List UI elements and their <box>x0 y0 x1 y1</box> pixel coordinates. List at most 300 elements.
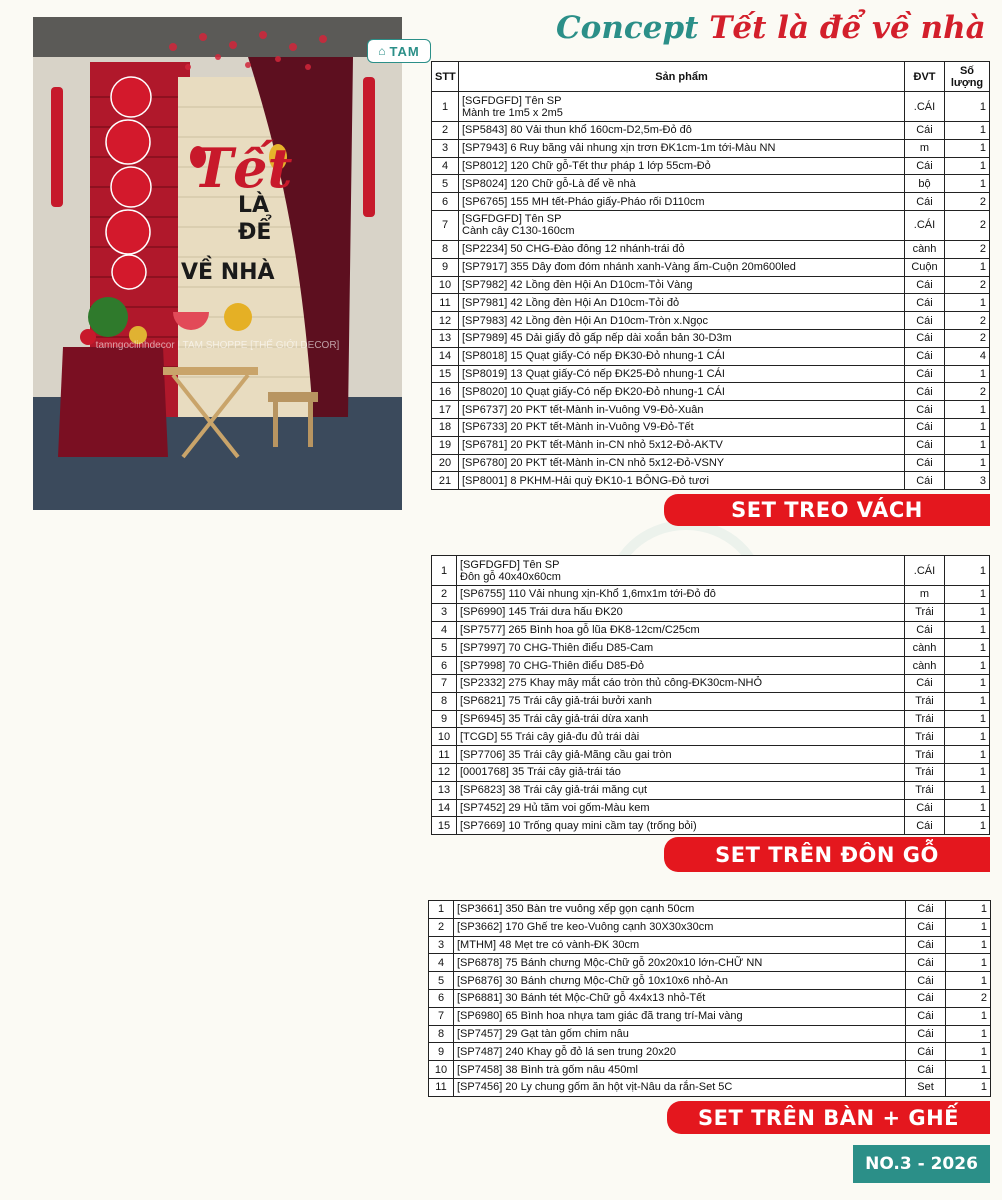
product-name: [SGFDGFD] Tên SP <box>462 94 562 107</box>
table-row <box>432 383 990 401</box>
cell-quantity: 1 <box>946 1043 991 1061</box>
cell-unit: Cái <box>906 1007 946 1025</box>
cell-unit: Cái <box>906 901 946 919</box>
cell-unit: Trái <box>905 710 945 728</box>
cell-stt: 9 <box>432 710 457 728</box>
product-name: [TCGD] 55 Trái cây giả-đu đủ trái dài <box>460 730 640 743</box>
cell-unit: m <box>905 139 945 157</box>
cell-stt: 12 <box>432 763 457 781</box>
cell-product <box>459 139 905 157</box>
cell-quantity: 1 <box>945 692 990 710</box>
cell-stt: 7 <box>429 1007 454 1025</box>
table-row <box>432 454 990 472</box>
cell-quantity: 1 <box>945 92 990 122</box>
product-name: [SP7457] 29 Gạt tàn gốm chim nâu <box>457 1027 629 1040</box>
banner-set-tren-don-go: SET TRÊN ĐÔN GỖ <box>664 837 990 872</box>
table-row <box>429 1025 991 1043</box>
table-row <box>432 621 990 639</box>
cell-stt: 2 <box>429 918 454 936</box>
cell-stt: 4 <box>432 157 459 175</box>
product-name-detail: Cành cây C130-160cm <box>462 225 575 238</box>
cell-product <box>457 657 905 675</box>
product-name: [SP7669] 10 Trống quay mini cầm tay (trống bỏi) <box>460 819 697 832</box>
product-name: [SP5843] 80 Vải thun khổ 160cm-D2,5m-Đỏ đô <box>462 124 692 137</box>
cell-unit: Cái <box>905 294 945 312</box>
cell-product <box>457 763 905 781</box>
table-row <box>429 901 991 919</box>
cell-stt: 19 <box>432 436 459 454</box>
cell-product <box>457 621 905 639</box>
table-row <box>432 418 990 436</box>
cell-unit: .CÁI <box>905 556 945 586</box>
table-row <box>432 586 990 604</box>
product-name: [SP2332] 275 Khay mây mắt cáo tròn thủ công-ĐK30cm-NHỎ <box>460 677 763 690</box>
cell-unit: Cái <box>905 365 945 383</box>
cell-unit: Cái <box>906 918 946 936</box>
cell-product <box>459 92 905 122</box>
cell-product <box>457 556 905 586</box>
product-name: [SP3661] 350 Bàn tre vuông xếp gọn cạnh 50cm <box>457 903 695 916</box>
product-name-detail: Mành tre 1m5 x 2m5 <box>462 106 563 119</box>
cell-quantity: 1 <box>945 436 990 454</box>
product-name: [SP6823] 38 Trái cây giả-trái măng cụt <box>460 784 648 797</box>
product-name: [SP3662] 170 Ghế tre keo-Vuông cạnh 30X30x30cm <box>457 921 714 934</box>
cell-quantity: 1 <box>946 936 991 954</box>
cell-stt: 11 <box>429 1078 454 1096</box>
header-product: Sản phẩm <box>459 62 905 92</box>
cell-stt: 13 <box>432 781 457 799</box>
cell-product <box>457 799 905 817</box>
product-name: [SP8012] 120 Chữ gỗ-Tết thư pháp 1 lớp 55cm-Đỏ <box>462 159 711 172</box>
table-row <box>429 1078 991 1096</box>
cell-unit: Cái <box>906 1025 946 1043</box>
cell-stt: 2 <box>432 586 457 604</box>
product-name: [SP7983] 42 Lồng đèn Hội An D10cm-Tròn x.Ngọc <box>462 314 709 327</box>
cell-quantity: 2 <box>945 210 990 240</box>
cell-stt: 6 <box>432 657 457 675</box>
cell-stt: 11 <box>432 294 459 312</box>
cell-stt: 5 <box>432 639 457 657</box>
cell-stt: 7 <box>432 210 459 240</box>
cell-quantity: 1 <box>945 418 990 436</box>
cell-quantity: 2 <box>945 276 990 294</box>
cell-product <box>459 329 905 347</box>
wall-text-tet: Tết <box>193 136 293 200</box>
product-name: [SP7456] 20 Ly chung gốm ăn hột vịt-Nâu da rắn-Set 5C <box>457 1081 733 1094</box>
cell-unit: Cái <box>905 347 945 365</box>
table-row <box>432 258 990 276</box>
product-name: [SP7458] 38 Bình trà gốm nâu 450ml <box>457 1063 639 1076</box>
cell-unit: Cái <box>906 1061 946 1079</box>
cell-stt: 20 <box>432 454 459 472</box>
product-name: [SP8020] 10 Quạt giấy-Có nếp ĐK20-Đỏ nhung-1 CÁI <box>462 385 725 398</box>
cell-quantity: 1 <box>945 763 990 781</box>
cell-quantity: 1 <box>945 710 990 728</box>
cell-quantity: 1 <box>945 175 990 193</box>
cell-unit: Cái <box>905 122 945 140</box>
cell-stt: 10 <box>432 728 457 746</box>
cell-product <box>459 157 905 175</box>
table-row <box>432 436 990 454</box>
table-row <box>429 989 991 1007</box>
table-row <box>432 210 990 240</box>
table-row <box>432 746 990 764</box>
cell-quantity: 3 <box>945 472 990 490</box>
table-row <box>432 781 990 799</box>
table-row <box>432 639 990 657</box>
product-name: [SP6876] 30 Bánh chưng Mộc-Chữ gỗ 10x10x6 nhỏ-An <box>457 974 728 987</box>
cell-unit: Cái <box>905 329 945 347</box>
table-row <box>432 710 990 728</box>
cell-product <box>457 728 905 746</box>
product-name: [SP6821] 75 Trái cây giả-trái bưởi xanh <box>460 695 652 708</box>
cell-product <box>459 472 905 490</box>
cell-product <box>454 1078 906 1096</box>
table-row <box>432 401 990 419</box>
cell-quantity: 1 <box>946 1061 991 1079</box>
product-table-set-tren-ban-ghe <box>428 900 991 1097</box>
cell-quantity: 4 <box>945 347 990 365</box>
product-name: [SP8019] 13 Quạt giấy-Có nếp ĐK25-Đỏ nhung-1 CÁI <box>462 367 725 380</box>
cell-quantity: 1 <box>945 586 990 604</box>
cell-product <box>459 454 905 472</box>
cell-quantity: 1 <box>946 901 991 919</box>
cell-quantity: 1 <box>945 639 990 657</box>
product-table-set-treo-vach <box>431 61 990 490</box>
table-row <box>432 763 990 781</box>
table-row <box>432 817 990 835</box>
table-row <box>432 603 990 621</box>
cell-quantity: 1 <box>945 603 990 621</box>
table-row <box>429 918 991 936</box>
cell-unit: Cái <box>905 817 945 835</box>
cell-unit: .CÁI <box>905 92 945 122</box>
cell-stt: 8 <box>432 692 457 710</box>
wall-text-ve-nha: VỀ NHÀ <box>181 260 275 285</box>
cell-product <box>454 1061 906 1079</box>
cell-stt: 9 <box>432 258 459 276</box>
cell-quantity: 1 <box>945 454 990 472</box>
cell-unit: Cái <box>906 954 946 972</box>
cell-product <box>457 692 905 710</box>
photo-watermark-text: tamngoclinhdecor | TAM SHOPPE [THẾ GIỚI DECOR] <box>95 340 340 351</box>
product-name: [SP8001] 8 PKHM-Hải quỳ ĐK10-1 BÔNG-Đỏ tươi <box>462 474 709 487</box>
table-row <box>432 657 990 675</box>
table-row <box>432 276 990 294</box>
cell-unit: Trái <box>905 728 945 746</box>
cell-stt: 10 <box>429 1061 454 1079</box>
product-name: [SP7982] 42 Lồng đèn Hội An D10cm-Tỏi Vàng <box>462 278 693 291</box>
cell-stt: 9 <box>429 1043 454 1061</box>
table-row <box>432 122 990 140</box>
cell-quantity: 2 <box>945 240 990 258</box>
product-name: [SP7577] 265 Bình hoa gỗ lũa ĐK8-12cm/C25cm <box>460 623 700 636</box>
table-row <box>432 674 990 692</box>
cell-stt: 5 <box>432 175 459 193</box>
cell-unit: bộ <box>905 175 945 193</box>
page-title <box>556 10 986 46</box>
cell-quantity: 1 <box>946 954 991 972</box>
table-row <box>432 92 990 122</box>
cell-stt: 10 <box>432 276 459 294</box>
cell-product <box>459 175 905 193</box>
product-name: [SP6733] 20 PKT tết-Mành in-Vuông V9-Đỏ-Tết <box>462 421 694 434</box>
cell-quantity: 1 <box>945 556 990 586</box>
cell-unit: Cuộn <box>905 258 945 276</box>
product-name: [SP6881] 30 Bánh tét Mộc-Chữ gỗ 4x4x13 nhỏ-Tết <box>457 992 706 1005</box>
cell-unit: Cái <box>905 472 945 490</box>
product-name: [SP7452] 29 Hủ tăm voi gốm-Màu kem <box>460 801 650 814</box>
cell-quantity: 1 <box>945 657 990 675</box>
cell-stt: 11 <box>432 746 457 764</box>
cell-unit: Trái <box>905 763 945 781</box>
cell-stt: 8 <box>432 240 459 258</box>
table-row <box>432 692 990 710</box>
cell-stt: 2 <box>432 122 459 140</box>
wall-text-la: LÀ <box>238 193 270 218</box>
cell-product <box>454 1007 906 1025</box>
cell-quantity: 1 <box>945 122 990 140</box>
table-row <box>432 312 990 330</box>
cell-stt: 15 <box>432 817 457 835</box>
cell-quantity: 2 <box>946 989 991 1007</box>
cell-quantity: 1 <box>945 728 990 746</box>
product-name: [SP7981] 42 Lồng đèn Hội An D10cm-Tỏi đỏ <box>462 296 680 309</box>
header-dvt: ĐVT <box>905 62 945 92</box>
wall-text-de: ĐỂ <box>238 220 272 245</box>
cell-stt: 7 <box>432 674 457 692</box>
cell-stt: 14 <box>432 347 459 365</box>
cell-unit: Cái <box>906 1043 946 1061</box>
cell-product <box>459 294 905 312</box>
cell-quantity: 1 <box>945 401 990 419</box>
cell-stt: 12 <box>432 312 459 330</box>
cell-unit: Trái <box>905 603 945 621</box>
cell-quantity: 2 <box>945 329 990 347</box>
cell-quantity: 2 <box>945 312 990 330</box>
product-name: [SP6765] 155 MH tết-Pháo giấy-Pháo rối D110cm <box>462 195 705 208</box>
cell-unit: Cái <box>905 193 945 211</box>
cell-product <box>459 365 905 383</box>
cell-product <box>459 193 905 211</box>
cell-quantity: 2 <box>945 383 990 401</box>
cell-product <box>457 586 905 604</box>
cell-unit: Trái <box>905 781 945 799</box>
banner-set-tren-ban-ghe: SET TRÊN BÀN + GHẾ <box>667 1101 990 1134</box>
table-header-row <box>432 62 990 92</box>
cell-product <box>459 401 905 419</box>
cell-unit: Cái <box>906 936 946 954</box>
table-row <box>429 1061 991 1079</box>
cell-quantity: 1 <box>945 139 990 157</box>
table-row <box>432 556 990 586</box>
cell-quantity: 2 <box>945 193 990 211</box>
table-row <box>432 472 990 490</box>
cell-product <box>454 936 906 954</box>
cell-stt: 6 <box>432 193 459 211</box>
cell-product <box>459 210 905 240</box>
title-concept: Concept <box>556 10 710 46</box>
cell-product <box>459 383 905 401</box>
cell-unit: Cái <box>905 454 945 472</box>
product-name: [SP6755] 110 Vải nhung xịn-Khổ 1,6mx1m tới-Đỏ đô <box>460 588 716 601</box>
table-row <box>432 240 990 258</box>
cell-stt: 1 <box>432 92 459 122</box>
product-name: [SP6780] 20 PKT tết-Mành in-CN nhỏ 5x12-Đỏ-VSNY <box>462 456 725 469</box>
product-name: [SP7917] 355 Dây đom đóm nhánh xanh-Vàng ấm-Cuộn 20m600led <box>462 261 796 274</box>
cell-unit: cành <box>905 639 945 657</box>
table-row <box>432 728 990 746</box>
cell-product <box>454 972 906 990</box>
cell-unit: m <box>905 586 945 604</box>
cell-product <box>459 418 905 436</box>
cell-stt: 3 <box>429 936 454 954</box>
tam-logo <box>367 39 431 63</box>
cell-unit: Cái <box>905 401 945 419</box>
cell-unit: Set <box>906 1078 946 1096</box>
cell-stt: 6 <box>429 989 454 1007</box>
table-row <box>432 193 990 211</box>
product-name: [SP7487] 240 Khay gỗ đỏ lá sen trung 20x20 <box>457 1045 676 1058</box>
product-name: [SP6737] 20 PKT tết-Mành in-Vuông V9-Đỏ-Xuân <box>462 403 704 416</box>
product-name: [SGFDGFD] Tên SP <box>460 558 560 571</box>
table-row <box>429 1043 991 1061</box>
table-row <box>429 1007 991 1025</box>
cell-unit: Cái <box>905 383 945 401</box>
table-row <box>432 365 990 383</box>
cell-product <box>459 347 905 365</box>
cell-product <box>459 312 905 330</box>
cell-quantity: 1 <box>945 621 990 639</box>
edition-badge: NO.3 - 2026 <box>853 1145 990 1183</box>
product-name-detail: Đôn gỗ 40x40x60cm <box>460 570 561 583</box>
cell-unit: Cái <box>906 972 946 990</box>
decor-scene-illustration <box>33 17 402 510</box>
table-row <box>432 157 990 175</box>
table-row <box>432 294 990 312</box>
cell-unit: Cái <box>905 436 945 454</box>
cell-stt: 15 <box>432 365 459 383</box>
product-name: [SP6878] 75 Bánh chưng Mộc-Chữ gỗ 20x20x10 lớn-CHỮ NN <box>457 956 763 969</box>
cell-unit: .CÁI <box>905 210 945 240</box>
cell-product <box>459 258 905 276</box>
cell-unit: Cái <box>905 312 945 330</box>
table-row <box>429 972 991 990</box>
cell-unit: cành <box>905 240 945 258</box>
cell-stt: 1 <box>432 556 457 586</box>
product-name: [SP7706] 35 Trái cây giả-Mãng cầu gai tròn <box>460 748 672 761</box>
cell-product <box>457 781 905 799</box>
cell-stt: 13 <box>432 329 459 347</box>
cell-quantity: 1 <box>945 817 990 835</box>
product-name: [MTHM] 48 Mẹt tre có vành-ĐK 30cm <box>457 938 640 951</box>
product-table-set-tren-don-go <box>431 555 990 835</box>
product-name: [SP6945] 35 Trái cây giả-trái dừa xanh <box>460 712 649 725</box>
cell-product <box>457 817 905 835</box>
cell-stt: 3 <box>432 603 457 621</box>
cell-quantity: 1 <box>945 746 990 764</box>
cell-stt: 8 <box>429 1025 454 1043</box>
cell-stt: 14 <box>432 799 457 817</box>
product-name: [SP7943] 6 Ruy băng vải nhung xịn trơn ĐK1cm-1m tới-Màu NN <box>462 142 776 155</box>
cell-product <box>457 639 905 657</box>
cell-quantity: 1 <box>945 294 990 312</box>
table-row <box>432 799 990 817</box>
cell-stt: 5 <box>429 972 454 990</box>
cell-quantity: 1 <box>945 258 990 276</box>
cell-quantity: 1 <box>946 1078 991 1096</box>
title-tet: Tết là để về nhà <box>709 10 986 46</box>
cell-quantity: 1 <box>945 781 990 799</box>
cell-unit: Trái <box>905 746 945 764</box>
cell-product <box>457 746 905 764</box>
cell-stt: 4 <box>432 621 457 639</box>
cell-product <box>459 436 905 454</box>
cell-unit: Cái <box>905 799 945 817</box>
cell-product <box>454 918 906 936</box>
cell-unit: Cái <box>905 276 945 294</box>
product-name: [SP7989] 45 Dải giấy đỏ gấp nếp dài xoắn bản 30-D3m <box>462 332 732 345</box>
cell-quantity: 1 <box>945 799 990 817</box>
cell-product <box>457 603 905 621</box>
table-row <box>432 329 990 347</box>
product-name: [SP8024] 120 Chữ gỗ-Là để về nhà <box>462 177 636 190</box>
cell-unit: Trái <box>905 692 945 710</box>
header-qty: Số lượng <box>945 62 990 92</box>
cell-product <box>457 674 905 692</box>
table-row <box>432 347 990 365</box>
cell-stt: 3 <box>432 139 459 157</box>
cell-quantity: 1 <box>946 1007 991 1025</box>
cell-product <box>454 989 906 1007</box>
cell-product <box>459 122 905 140</box>
product-name: [SP7998] 70 CHG-Thiên điểu D85-Đỏ <box>460 659 645 672</box>
cell-unit: Cái <box>905 157 945 175</box>
cell-product <box>454 954 906 972</box>
cell-product <box>454 1025 906 1043</box>
cell-unit: Cái <box>905 621 945 639</box>
cell-unit: cành <box>905 657 945 675</box>
cell-stt: 21 <box>432 472 459 490</box>
cell-unit: Cái <box>906 989 946 1007</box>
banner-set-treo-vach: SET TREO VÁCH <box>664 494 990 526</box>
cell-stt: 17 <box>432 401 459 419</box>
cell-quantity: 1 <box>945 674 990 692</box>
cell-quantity: 1 <box>946 918 991 936</box>
cell-stt: 16 <box>432 383 459 401</box>
cell-product <box>454 1043 906 1061</box>
product-name: [0001768] 35 Trái cây giả-trái táo <box>460 766 621 779</box>
cell-quantity: 1 <box>946 972 991 990</box>
table-row <box>432 139 990 157</box>
product-photo <box>33 17 420 510</box>
cell-quantity: 1 <box>946 1025 991 1043</box>
product-name: [SP6990] 145 Trái dưa hấu ĐK20 <box>460 606 623 619</box>
house-icon: ⌂ <box>378 44 387 58</box>
product-name: [SP2234] 50 CHG-Đào đông 12 nhánh-trái đỏ <box>462 243 685 256</box>
cell-product <box>459 276 905 294</box>
logo-text: TAM <box>389 43 420 59</box>
cell-unit: Cái <box>905 674 945 692</box>
table-row <box>432 175 990 193</box>
cell-quantity: 1 <box>945 365 990 383</box>
cell-product <box>459 240 905 258</box>
table-row <box>429 954 991 972</box>
product-name: [SP8018] 15 Quạt giấy-Có nếp ĐK30-Đỏ nhung-1 CÁI <box>462 350 725 363</box>
cell-product <box>457 710 905 728</box>
cell-stt: 4 <box>429 954 454 972</box>
product-name: [SP6980] 65 Bình hoa nhựa tam giác đã trang trí-Mai vàng <box>457 1010 743 1023</box>
